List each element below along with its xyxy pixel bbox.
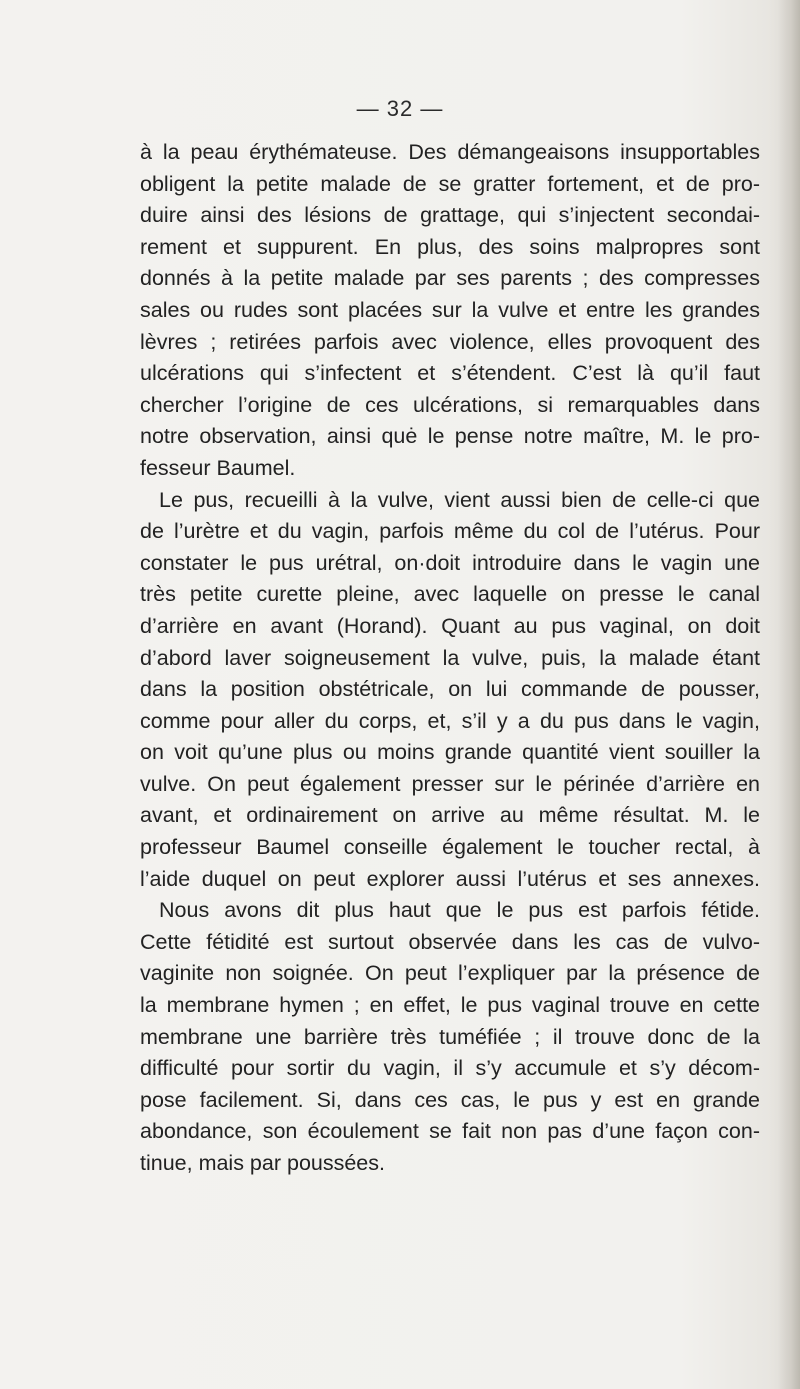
text-line: ulcérations qui s’infectent et s’étendent. C’est là qu’il faut xyxy=(140,361,760,386)
text-line: d’arrière en avant (Horand). Quant au pus vaginal, on doit xyxy=(140,613,760,638)
text-line: l’aide duquel on peut explorer aussi l’utérus et ses annexes. xyxy=(140,866,760,891)
text-line: à la peau érythémateuse. Des démangeaisons insupportables xyxy=(140,140,760,164)
text-line: vulve. On peut également presser sur le périnée d’arrière en xyxy=(140,771,760,796)
text-line: comme pour aller du corps, et, s’il y a du pus dans le vagin, xyxy=(140,708,760,733)
text-line: membrane une barrière très tuméfiée ; il trouve donc de la xyxy=(140,1024,760,1049)
text-line: donnés à la petite malade par ses parents ; des compresses xyxy=(140,266,760,291)
text-line: sales ou rudes sont placées sur la vulve et entre les grandes xyxy=(140,297,760,322)
page-number: — 32 — xyxy=(356,96,444,121)
body-text xyxy=(140,137,760,1180)
text-line: on voit qu’une plus ou moins grande quantité vient souiller la xyxy=(140,740,760,765)
text-line: pose facilement. Si, dans ces cas, le pus y est en grande xyxy=(140,1087,760,1112)
text-line: très petite curette pleine, avec laquelle on presse le canal xyxy=(140,582,760,607)
text-line: vaginite non soignée. On peut l’expliquer par la présence de xyxy=(140,961,760,986)
text-line: Cette fétidité est surtout observée dans les cas de vulvo- xyxy=(140,929,760,954)
page-edge-shadow xyxy=(778,0,800,1389)
text-line: de l’urètre et du vagin, parfois même du col de l’utérus. Pour xyxy=(140,519,760,544)
text-line: tinue, mais par poussées. xyxy=(140,1151,385,1175)
text-line: chercher l’origine de ces ulcérations, si remarquables dans xyxy=(140,392,760,417)
text-line: Le pus, recueilli à la vulve, vient aussi bien de celle-ci que xyxy=(159,487,760,512)
text-line: abondance, son écoulement se fait non pas d’une façon con- xyxy=(140,1119,760,1144)
text-line: avant, et ordinairement on arrive au même résultat. M. le xyxy=(140,803,760,828)
text-line: lèvres ; retirées parfois avec violence, elles provoquent des xyxy=(140,329,760,354)
text-line: duire ainsi des lésions de grattage, qui s’injectent secondai- xyxy=(140,203,760,228)
text-line: la membrane hymen ; en effet, le pus vaginal trouve en cette xyxy=(140,993,760,1018)
text-line: professeur Baumel conseille également le toucher rectal, à xyxy=(140,835,760,860)
text-line: dans la position obstétricale, on lui commande de pousser, xyxy=(140,677,760,702)
text-line: constater le pus urétral, on·doit introduire dans le vagin une xyxy=(140,550,760,575)
text-line: fesseur Baumel. xyxy=(140,455,296,480)
text-line: difficulté pour sortir du vagin, il s’y accumule et s’y décom- xyxy=(140,1056,760,1081)
text-line: Nous avons dit plus haut que le pus est parfois fétide. xyxy=(159,898,760,923)
text-line: rement et suppurent. En plus, des soins malpropres sont xyxy=(140,234,760,259)
text-line: notre observation, ainsi quė le pense notre maître, M. le pro- xyxy=(140,424,760,449)
text-line: d’abord laver soigneusement la vulve, puis, la malade étant xyxy=(140,645,760,670)
text-line: obligent la petite malade de se gratter fortement, et de pro- xyxy=(140,171,760,196)
